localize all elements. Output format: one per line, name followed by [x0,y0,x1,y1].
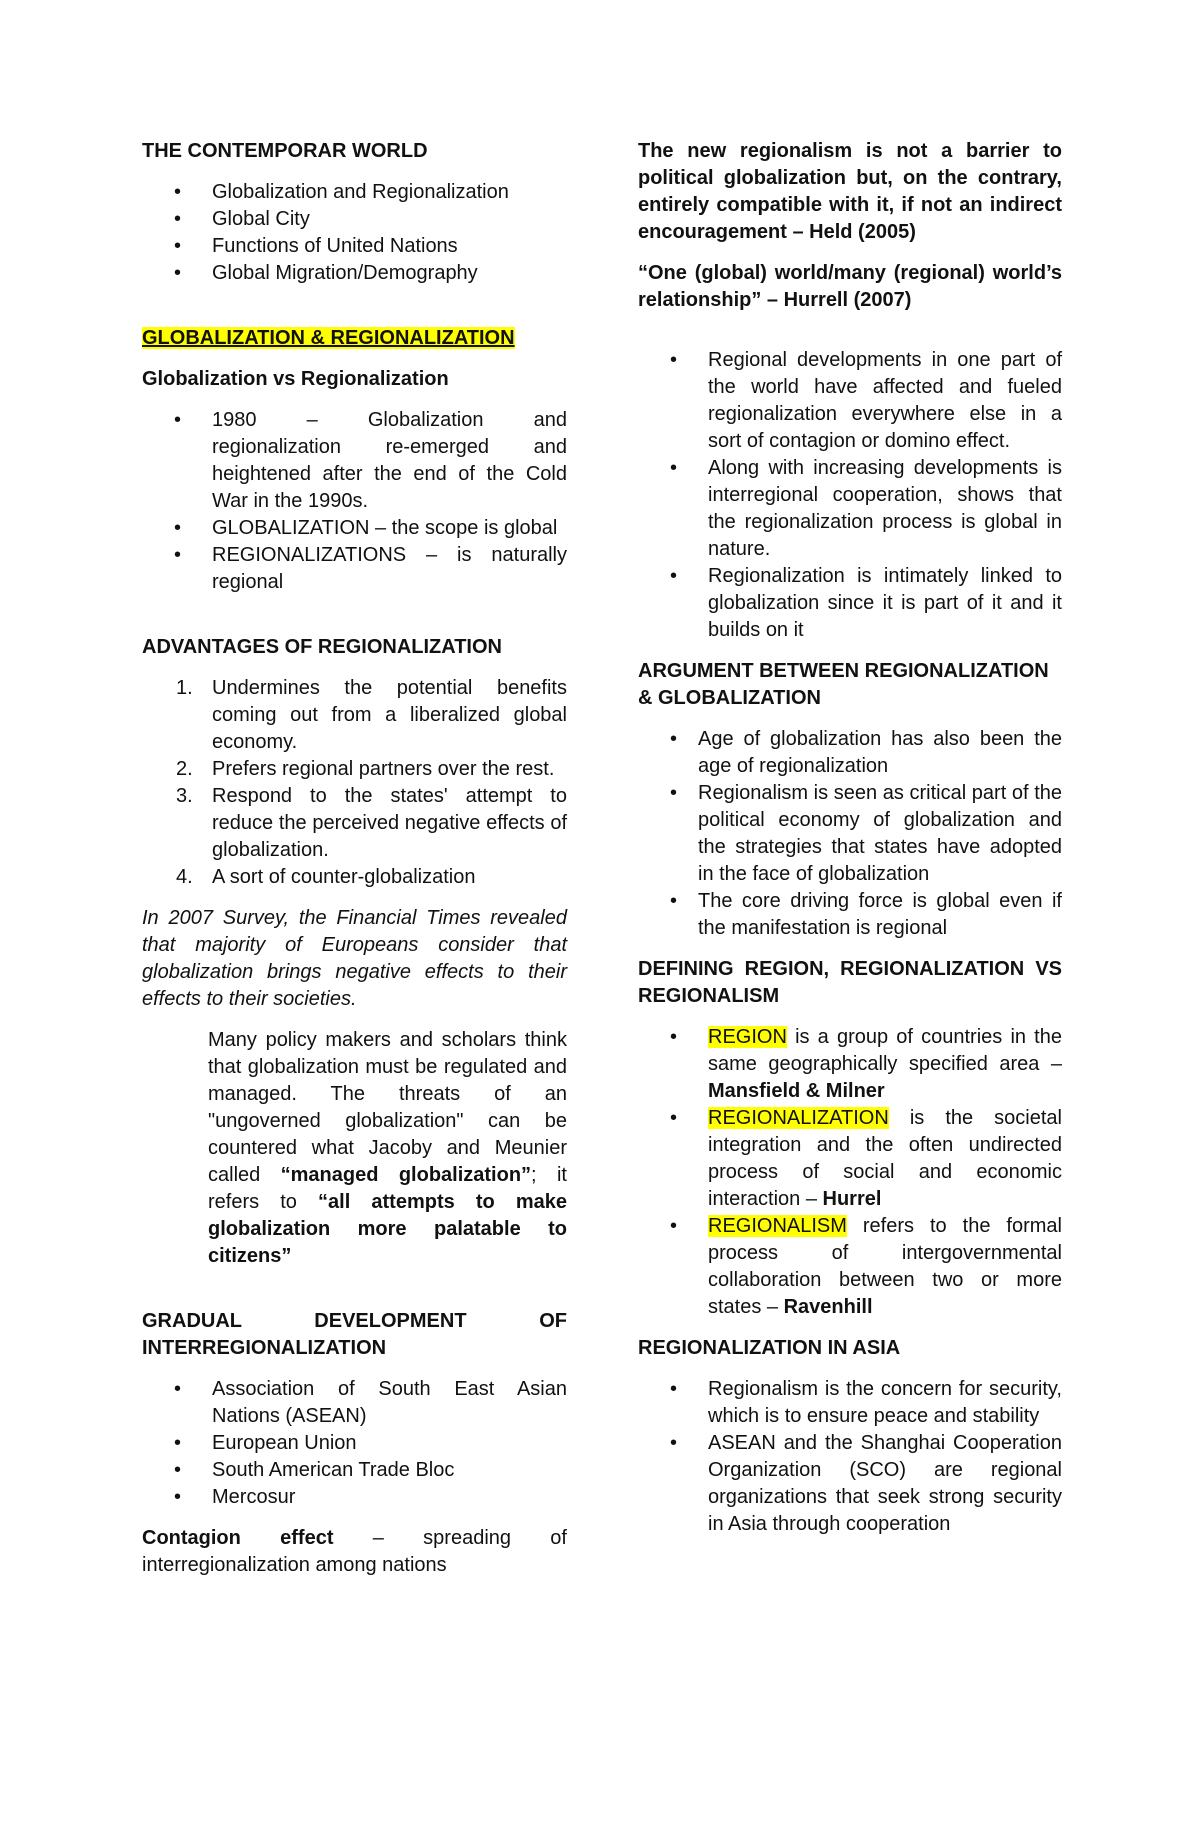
list-item: • Regionalism is seen as critical part of the political economy of globalization and the strategies that states have adopted in the face of globalization [638,780,1062,888]
argument-heading: ARGUMENT BETWEEN REGIONALIZATION & GLOBALIZATION [638,660,1049,709]
list-item: • Mercosur [142,1484,567,1511]
definitions-list [638,1024,1062,1321]
asia-list [638,1376,1062,1538]
term-regionalism: REGIONALISM [708,1215,847,1237]
highlighted-heading: GLOBALIZATION & REGIONALIZATION [142,327,515,349]
subheading-globalization-vs-regionalization: Globalization vs Regionalization [142,368,449,390]
gradual-heading: GRADUAL DEVELOPMENT OF INTERREGIONALIZATION [142,1310,567,1359]
list-item: • Global Migration/Demography [142,260,567,287]
defining-heading: DEFINING REGION, REGIONALIZATION VS REGIONALISM [638,958,1062,1007]
section-heading-globalization [142,325,567,352]
list-item: • European Union [142,1430,567,1457]
list-item: • ASEAN and the Shanghai Cooperation Organization (SCO) are regional organizations that seek strong security in Asia through cooperation [638,1430,1062,1538]
term-region: REGION [708,1026,787,1048]
held-quote: The new regionalism is not a barrier to political globalization but, on the contrary, entirely compatible with it, if not an indirect encouragement – Held (2005) [638,140,1062,243]
right-column [638,138,1062,1538]
list-item: • REGIONALIZATIONS – is naturally regional [142,542,567,596]
list-item: • 1980 – Globalization and regionalization re-emerged and heightened after the end of the Cold War in the 1990s. [142,407,567,515]
policy-paragraph: Many policy makers and scholars think that globalization must be regulated and managed. The threats of an "ungoverned globalization" can be countered what Jacoby and Meunier called “managed globalization”; it refers to “all attempts to make globalization more palatable to citizens” [208,1029,567,1267]
list-item: • Association of South East Asian Nations (ASEAN) [142,1376,567,1430]
asia-heading: REGIONALIZATION IN ASIA [638,1337,901,1359]
list-item: • Global City [142,206,567,233]
list-item: 4. A sort of counter-globalization [176,866,476,888]
list-item: • REGIONALIZATION is the societal integration and the often undirected process of social and economic interaction – Hurrel [638,1105,1062,1213]
list-item: • Regionalization is intimately linked to globalization since it is part of it and it builds on it [638,563,1062,644]
gradual-list [142,1376,567,1511]
document-title: THE CONTEMPORAR WORLD [142,140,428,162]
list-item: • Regional developments in one part of the world have affected and fueled regionalization everywhere else in a sort of contagion or domino effect. [638,347,1062,455]
list-item: • Regionalism is the concern for security, which is to ensure peace and stability [638,1376,1062,1430]
list-item: 1. Undermines the potential benefits coming out from a liberalized global economy. [176,677,567,753]
list-item: • GLOBALIZATION – the scope is global [142,515,567,542]
list-item: • The core driving force is global even if the manifestation is regional [638,888,1062,942]
list-item: • Functions of United Nations [142,233,567,260]
advantages-list [142,675,567,891]
list-item: • Age of globalization has also been the age of regionalization [638,726,1062,780]
list-item: • REGIONALISM refers to the formal process of intergovernmental collaboration between two or more states – Ravenhill [638,1213,1062,1321]
list-item: • REGION is a group of countries in the same geographically specified area – Mansfield & Milner [638,1024,1062,1105]
argument-list [638,726,1062,942]
globalization-bullets [142,407,567,596]
hurrell-quote: “One (global) world/many (regional) world’s relationship” – Hurrell (2007) [638,262,1062,311]
left-column [142,138,567,1579]
list-item: • Along with increasing developments is interregional cooperation, shows that the regionalization process is global in nature. [638,455,1062,563]
regional-developments-list [638,347,1062,644]
contagion-paragraph: Contagion effect – spreading of interregionalization among nations [142,1527,567,1576]
term-regionalization: REGIONALIZATION [708,1107,889,1129]
list-item: 3. Respond to the states' attempt to reduce the perceived negative effects of globalization. [176,785,567,861]
topic-list [142,179,567,287]
list-item: • Globalization and Regionalization [142,179,567,206]
survey-paragraph: In 2007 Survey, the Financial Times revealed that majority of Europeans consider that globalization brings negative effects to their effects to their societies. [142,907,567,1010]
advantages-heading: ADVANTAGES OF REGIONALIZATION [142,636,502,658]
list-item: • South American Trade Bloc [142,1457,567,1484]
list-item: 2. Prefers regional partners over the rest. [176,758,555,780]
